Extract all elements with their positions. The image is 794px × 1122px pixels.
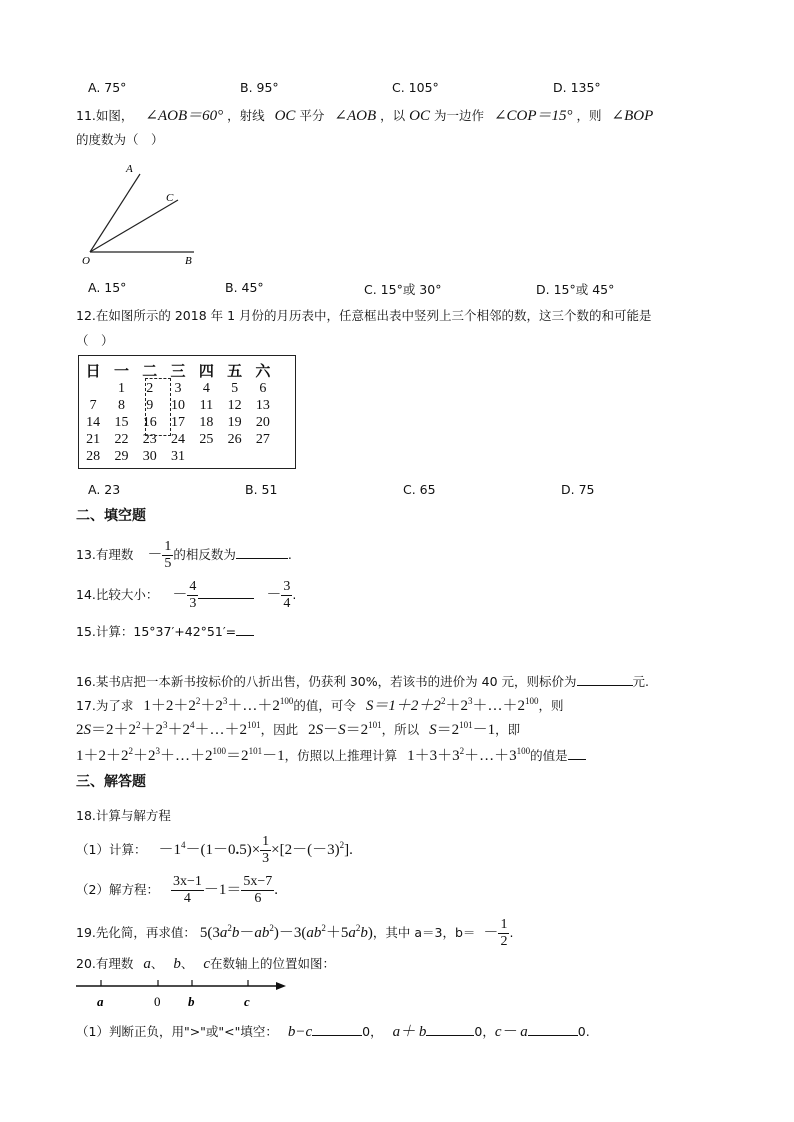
calendar-row xyxy=(79,432,277,448)
calendar-header-cell: 日 xyxy=(85,362,101,380)
calendar-cell: 30 xyxy=(142,449,157,464)
calendar-cell: 17 xyxy=(171,415,186,430)
q11-option-c: C. 15°或 30° xyxy=(364,282,442,297)
fraction-three-quarters: $\frac{3}{4}$ xyxy=(283,579,291,611)
calendar-cell xyxy=(249,449,277,465)
q11-option-b: B. 45° xyxy=(225,280,264,295)
calendar-cell: 11 xyxy=(199,398,214,413)
fraction-one-third: $\frac{1}{3}$ xyxy=(262,834,270,866)
calendar-cell: 6 xyxy=(259,381,267,396)
calendar-cell: 22 xyxy=(114,432,129,447)
calendar-cell: 15 xyxy=(114,415,129,430)
calendar-cell: 21 xyxy=(86,432,101,447)
label-a: A xyxy=(126,163,133,175)
q20-stem: 20.有理数 a、 b、 c在数轴上的位置如图： xyxy=(76,956,336,972)
q12-option-a: A. 23 xyxy=(88,482,121,497)
calendar-cell: 12 xyxy=(227,398,242,413)
label-c: C xyxy=(166,192,174,204)
calendar-header-cell: 五 xyxy=(227,362,243,380)
calendar-cell: 10 xyxy=(171,398,186,413)
calendar-cell: 24 xyxy=(171,432,186,447)
fraction-four-thirds: $\frac{4}{3}$ xyxy=(189,579,197,611)
calendar-cell: 5 xyxy=(231,381,239,396)
q16-answer-blank[interactable] xyxy=(577,673,633,686)
fraction-one-half: $\frac{1}{2}$ xyxy=(500,917,508,949)
calendar-cell: 1 xyxy=(117,381,125,396)
axis-label-b: b xyxy=(188,994,195,1009)
q19-stem: 19.先化简，再求值： $5(3a^2b-ab^2)-3(ab^2+5a^2b)$，其中 a＝3，b＝ － $\frac{1}{2}$ . xyxy=(76,917,514,949)
q10-option-c: C. 105° xyxy=(392,80,439,95)
section-fill-in-heading: 二、填空题 xyxy=(76,508,146,524)
label-b: B xyxy=(185,255,192,267)
q17-line2: $2S=2+2^2+2^3+2^4+\dots+2^{101}$，因此 $2S-S=2^{101}$，所以 $S=2^{101}-1$，即 xyxy=(76,720,521,738)
q12-option-d: D. 75 xyxy=(561,482,595,497)
q18-part2: （2）解方程： $\frac{3x-1}{4}$ －1＝ $\frac{5x-7}{6}$ . xyxy=(76,874,279,906)
q11-angle-figure xyxy=(78,158,208,268)
q11-option-d: D. 15°或 45° xyxy=(536,282,615,297)
calendar-cell: 3 xyxy=(174,381,182,396)
section-answer-heading: 三、解答题 xyxy=(76,774,146,790)
calendar-cell xyxy=(220,449,248,465)
calendar-cell: 14 xyxy=(86,415,101,430)
q10-option-a: A. 75° xyxy=(88,80,127,95)
calendar-cell: 9 xyxy=(146,398,154,413)
calendar-cell: 16 xyxy=(142,415,157,430)
calendar-cell: 19 xyxy=(227,415,242,430)
q15-answer-blank[interactable] xyxy=(236,623,254,636)
q14-answer-blank[interactable] xyxy=(198,586,254,599)
calendar-row xyxy=(79,415,277,431)
q10-option-d: D. 135° xyxy=(553,80,601,95)
calendar-header-row xyxy=(79,360,277,381)
label-o: O xyxy=(82,255,90,267)
calendar-cell: 31 xyxy=(171,449,186,464)
q17-answer-blank[interactable] xyxy=(568,747,586,760)
q12-option-b: B. 51 xyxy=(245,482,278,497)
q13-stem: 13.有理数 － $\frac{1}{5}$ 的相反数为 . xyxy=(76,539,292,571)
q11-option-a: A. 15° xyxy=(88,280,127,295)
calendar-row xyxy=(79,449,277,465)
calendar-table xyxy=(78,355,296,469)
calendar-cell xyxy=(79,381,107,397)
q12-stem: 12.在如图所示的 2018 年 1 月份的月历表中，任意框出表中竖列上三个相邻的数，这三个数的和可能是 xyxy=(76,308,652,323)
calendar-cell: 18 xyxy=(199,415,214,430)
q10-option-b: B. 95° xyxy=(240,80,279,95)
q14-stem: 14.比较大小： － $\frac{4}{3}$ － $\frac{3}{4}$ . xyxy=(76,579,297,611)
calendar-cell: 13 xyxy=(255,398,270,413)
axis-label-a: a xyxy=(97,994,104,1009)
calendar-cell: 25 xyxy=(199,432,214,447)
calendar-cell: 29 xyxy=(114,449,129,464)
q16-stem: 16.某书店把一本新书按标价的八折出售，仍获利 30%，若该书的进价为 40 元，则标价为 元. xyxy=(76,674,649,689)
fraction-3x-minus-1-over-4: $\frac{3x-1}{4}$ xyxy=(172,874,202,906)
calendar-cell: 7 xyxy=(89,398,97,413)
calendar-cell: 23 xyxy=(142,432,157,447)
calendar-cell: 8 xyxy=(117,398,125,413)
calendar-dashed-frame xyxy=(145,378,171,436)
q17-line1: 17.为了求 $1+2+2^2+2^3+\dots+2^{100}$的值，可令 $S=1+2+2^2+2^3+\dots+2^{100}$，则 xyxy=(76,696,564,714)
calendar-cell: 26 xyxy=(227,432,242,447)
calendar-cell: 4 xyxy=(202,381,210,396)
calendar-cell: 28 xyxy=(86,449,101,464)
ray-oc xyxy=(90,200,178,252)
q18-part1: （1）计算： $-1^4-(1-0.5)\times$ $\frac{1}{3}$ $\times[2-(-3)^2]$. xyxy=(76,834,353,866)
ray-oa xyxy=(90,174,140,252)
q20-blank-2[interactable] xyxy=(426,1023,474,1036)
q11-stem: 11.如图， ∠AOB＝60° ，射线 OC 平分 ∠AOB ，以 OC 为一边作 ∠COP＝15° ，则 ∠BOP xyxy=(76,108,654,124)
q20-part1: （1）判断正负，用">"或"<"填空： b−c 0， a＋ b 0，c－ a 0. xyxy=(76,1024,590,1040)
calendar-cell xyxy=(192,449,220,465)
calendar-cell: 20 xyxy=(255,415,270,430)
q12-stem-line2: （ ） xyxy=(76,333,114,348)
calendar-header-cell: 一 xyxy=(113,362,129,380)
q15-stem: 15.计算：15°37′+42°51′= xyxy=(76,622,254,640)
calendar-header-cell: 四 xyxy=(198,362,214,380)
axis-arrow xyxy=(276,982,286,990)
q11-stem-line2: 的度数为（ ） xyxy=(76,132,164,147)
q20-number-line xyxy=(76,978,292,1014)
fraction-one-fifth: $\frac{1}{5}$ xyxy=(164,539,172,571)
q20-blank-3[interactable] xyxy=(528,1023,578,1036)
q20-blank-1[interactable] xyxy=(312,1023,362,1036)
q17-line3: $1+2+2^2+2^3+\dots+2^{100}=2^{101}-1$，仿照以上推理计算 $1+3+3^2+\dots+3^{100}$的值是 xyxy=(76,744,586,765)
axis-label-c: c xyxy=(244,994,250,1009)
calendar-row xyxy=(79,398,277,414)
calendar-header-cell: 三 xyxy=(170,362,186,380)
calendar-row xyxy=(79,381,277,397)
calendar-cell: 27 xyxy=(255,432,270,447)
q12-option-c: C. 65 xyxy=(403,482,436,497)
axis-label-zero: 0 xyxy=(154,994,161,1009)
calendar-header-cell: 二 xyxy=(142,362,158,380)
fraction-5x-minus-7-over-6: $\frac{5x-7}{6}$ xyxy=(243,874,273,906)
calendar-cell: 2 xyxy=(146,381,154,396)
calendar-header-cell: 六 xyxy=(255,362,271,380)
q18-title: 18.计算与解方程 xyxy=(76,808,171,823)
q13-answer-blank[interactable] xyxy=(236,546,288,559)
